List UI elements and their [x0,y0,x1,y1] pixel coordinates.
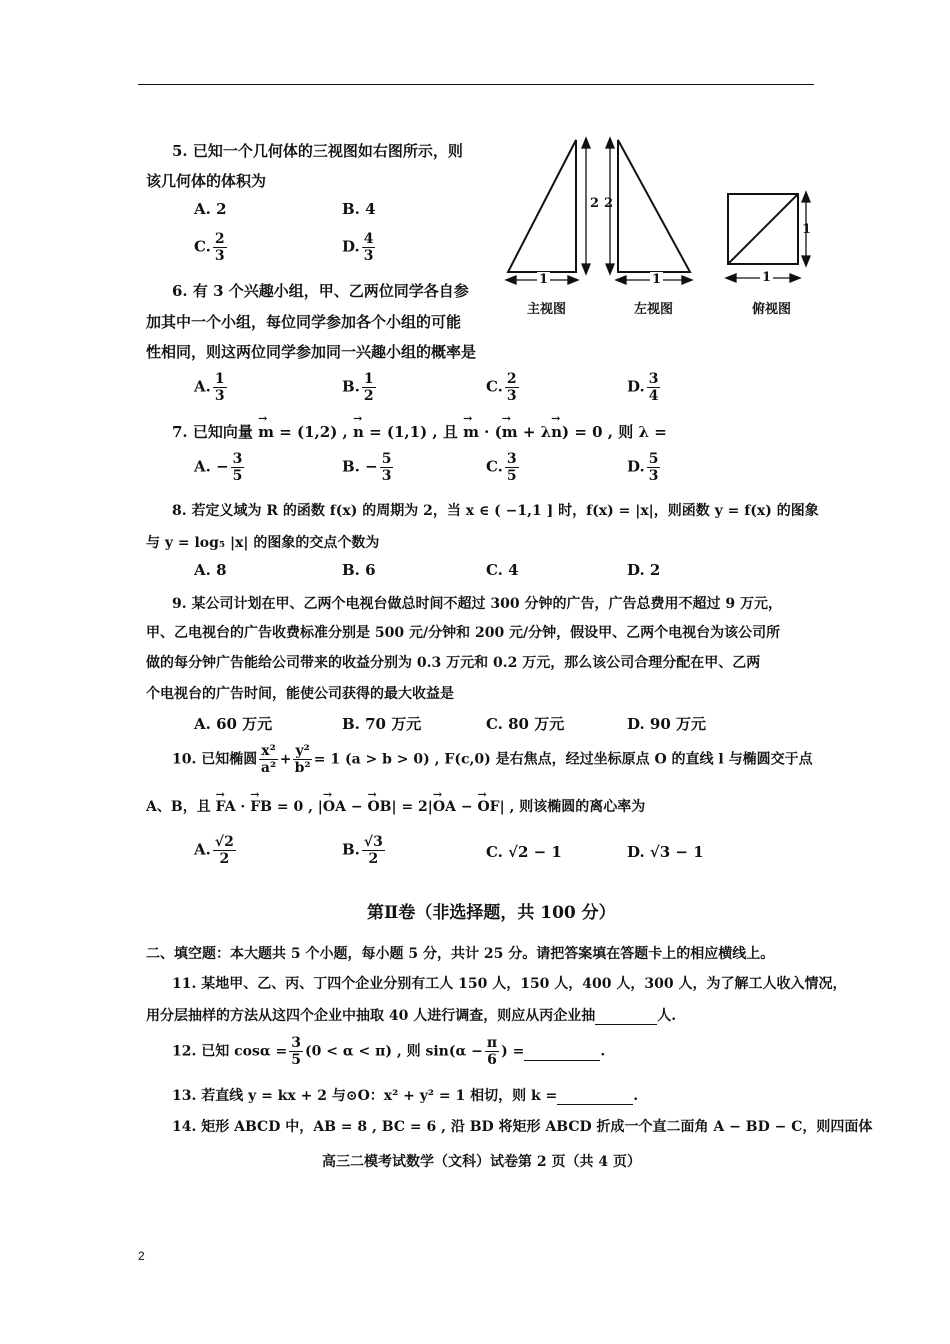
denominator: 3 [363,248,374,264]
q8-option-d: D. 2 [627,561,661,579]
q7-option-a [194,452,246,483]
denominator: 2 [368,851,379,867]
q9-line4: 个电视台的广告时间，能使公司获得的最大收益是 [146,686,454,702]
q9-option-c: C. 80 万元 [486,715,565,733]
q9-line3: 做的每分钟广告能给公司带来的收益分别为 0.3 万元和 0.2 万元，那么该公司合理分配在甲、乙两 [146,655,761,671]
arrow-right-icon [568,276,578,284]
q10-part: | = 2| [391,799,433,815]
answer-blank [557,1088,633,1105]
q6-option-d [627,372,662,403]
q10-line1 [172,744,813,775]
denominator: 3 [506,388,517,404]
q8-option-b: B. 6 [342,561,376,579]
denominator: 2 [363,388,374,404]
page-footer: 高三二模考试数学（文科）试卷第 2 页（共 4 页） [322,1154,641,1170]
numerator: √2 [214,834,234,850]
arrow-down-icon [606,264,614,274]
denominator: 2 [219,851,230,867]
q5-option-a: A. 2 [194,200,227,218]
q12-part: ) = [501,1043,525,1060]
q9-option-d: D. 90 万元 [627,715,707,733]
q8-option-a: A. 8 [194,561,227,579]
label-left-view: 左视图 [634,302,674,317]
numerator: 5 [648,451,659,467]
q8-line1: 8. 若定义域为 R 的函数 f(x) 的周期为 2，当 x ∈ ( −1,1 ] 时，f(x) = |x|，则函数 y = f(x) 的图象 [172,503,819,519]
q9-option-b: B. 70 万元 [342,715,422,733]
option-prefix: C. [194,237,211,256]
q14-text: 14. 矩形 ABCD 中，AB = 8 , BC = 6 , 沿 BD 将矩形 ABCD 折成一个直二面角 A − BD − C，则四面体 [172,1119,873,1135]
arrow-up-icon [802,192,810,202]
vector-fa: → FA [216,799,236,815]
fraction [505,452,519,483]
numerator: 3 [506,451,517,467]
denominator: 5 [291,1052,301,1068]
q12-part: (0 < α < π) , 则 sin(α − [304,1043,483,1060]
vector-ob: → OB [367,799,391,815]
q11-line1: 11. 某地甲、乙、丙、丁四个企业分别有工人 150 人，150 人，400 人，300 人，为了解工人收入情况， [172,976,847,992]
answer-blank [595,1008,657,1025]
q11-part: 用分层抽样的方法从这四个企业中抽取 40 人进行调查，则应从丙企业抽 [146,1008,596,1024]
q10-option-a [194,835,238,866]
dot-sign: · [235,799,251,815]
vector-m: → m [463,423,479,441]
dim-1-front: 1 [539,272,549,287]
denominator: 3 [214,248,225,264]
q10-part: | , 则该椭圆的离心率为 [499,799,646,815]
q7-part: + λ [517,423,552,441]
page-number: 2 [138,1249,145,1263]
header-rule [138,84,814,85]
q5-option-c [194,232,229,263]
option-prefix: A. [194,840,211,859]
arrow-right-icon [682,276,692,284]
arrow-right-icon [790,274,800,282]
numerator: 2 [506,371,517,387]
arrow-left-icon [616,276,626,284]
q7-part: 7. 已知向量 [172,423,259,441]
q10-part: 10. 已知椭圆 [172,751,258,768]
numerator: x² [261,743,276,759]
numerator: 2 [214,231,225,247]
fraction-y [293,744,311,775]
q10-option-c: C. √2 − 1 [486,843,562,861]
dim-1-left: 1 [652,272,662,287]
q10-part: = 0 , | [271,799,323,815]
minus-sign: − [345,799,368,815]
fraction-x [259,744,277,775]
q5-option-b: B. 4 [342,200,376,218]
denominator: 3 [381,468,392,484]
fraction [362,835,385,866]
label-top-view: 俯视图 [752,302,792,317]
three-view-figure [500,132,820,292]
fraction [213,232,227,263]
fraction [362,372,376,403]
dim-1-top: 1 [762,270,772,285]
fraction [485,1036,499,1067]
arrow-up-icon [582,138,590,148]
q10-part: A、B，且 [146,799,216,815]
q7-option-b [342,452,395,483]
q6-option-a [194,372,229,403]
vector-oa: → OA [323,799,346,815]
q6-option-b [342,372,378,403]
q6-line1: 6. 有 3 个兴趣小组，甲、乙两位同学各自参 [172,282,469,300]
option-prefix: C. [486,457,503,476]
denominator: b² [294,760,311,776]
option-prefix: B. − [342,457,378,476]
option-prefix: D. [342,237,360,256]
numerator: 3 [648,371,659,387]
option-prefix: C. [486,377,503,396]
q10-option-b [342,835,387,866]
q6-line3: 性相同，则这两位同学参加同一兴趣小组的概率是 [146,343,477,361]
numerator: 3 [232,451,243,467]
option-prefix: A. − [194,457,229,476]
numerator: √3 [363,834,383,850]
label-front-view: 主视图 [527,302,567,317]
numerator: 4 [363,231,374,247]
dim-2-right: 2 [604,196,614,211]
q7-option-c [486,452,521,483]
numerator: 3 [291,1035,301,1051]
vector-m: → m [258,423,274,441]
q6-line2: 加其中一个小组，每位同学参加各个小组的可能 [146,313,462,331]
fraction [213,372,227,403]
q7-text [172,421,667,442]
q7-option-d [627,452,662,483]
q12-part: . [600,1043,606,1060]
dim-2-left: 2 [590,196,600,211]
q13-part: 13. 若直线 y = kx + 2 与⊙O：x² + y² = 1 相切，则 k = [172,1088,558,1104]
q13-part: . [633,1088,639,1104]
arrow-down-icon [802,256,810,266]
denominator: 5 [232,468,243,484]
q7-part: · ( [478,423,502,441]
left-view-triangle [618,140,690,272]
q10-part: = 1 (a > b > 0) , F(c,0) 是右焦点，经过坐标原点 O 的直线 l 与椭圆交于点 [313,751,813,768]
denominator: 3 [214,388,225,404]
q7-part: = (1,2) , [273,423,353,441]
q12-part: 12. 已知 cosα = [172,1043,288,1060]
q10-line2 [146,796,645,816]
q9-line1: 9. 某公司计划在甲、乙两个电视台做总时间不超过 300 分钟的广告，广告总费用不超过 9 万元， [172,596,782,612]
numerator: 5 [381,451,392,467]
fraction [647,372,661,403]
q5-line1: 5. 已知一个几何体的三视图如右图所示，则 [172,142,463,160]
fraction [380,452,394,483]
numerator: y² [295,743,310,759]
q11-line2 [146,1005,676,1025]
numerator: 1 [214,371,225,387]
option-prefix: D. [627,377,645,396]
top-view-diagonal [728,194,798,264]
vector-n: → n [353,423,364,441]
vector-n: → n [551,423,562,441]
arrow-left-icon [506,276,516,284]
option-prefix: A. [194,377,211,396]
fraction [505,372,519,403]
option-prefix: D. [627,457,645,476]
denominator: 3 [648,468,659,484]
fraction [362,232,376,263]
fraction [213,835,236,866]
q5-line2: 该几何体的体积为 [146,172,267,190]
q8-line2: 与 y = log₅ |x| 的图象的交点个数为 [146,535,380,551]
denominator: 6 [487,1052,497,1068]
q7-part: = (1,1) , 且 [363,423,464,441]
arrow-up-icon [606,138,614,148]
plus-sign: + [279,751,292,768]
fraction [647,452,661,483]
q12-text [172,1036,605,1067]
q5-option-d [342,232,377,263]
fraction [231,452,245,483]
option-prefix: B. [342,377,360,396]
q8-option-c: C. 4 [486,561,519,579]
vector-fb: → FB [250,799,272,815]
arrow-left-icon [726,274,736,282]
denominator: a² [260,760,277,776]
vector-oa: → OA [433,799,456,815]
numerator: π [486,1035,498,1051]
numerator: 1 [363,371,374,387]
dim-1-side: 1 [802,222,812,237]
q13-text [172,1085,638,1105]
q6-option-c [486,372,521,403]
vector-of: → OF [477,799,499,815]
denominator: 4 [648,388,659,404]
minus-sign: − [455,799,478,815]
q10-option-d: D. √3 − 1 [627,843,704,861]
fraction [289,1036,303,1067]
denominator: 5 [506,468,517,484]
vector-m: → m [502,423,518,441]
q11-part: 人. [657,1008,677,1024]
option-prefix: B. [342,840,360,859]
q7-part: ) = 0 , 则 λ = [562,423,667,441]
answer-blank [524,1044,600,1061]
front-view-triangle [508,140,576,272]
section-2-instructions: 二、填空题：本大题共 5 个小题，每小题 5 分，共计 25 分。请把答案填在答题卡上的相应横线上。 [146,946,775,962]
q9-option-a: A. 60 万元 [194,715,273,733]
q9-line2: 甲、乙电视台的广告收费标准分别是 500 元/分钟和 200 元/分钟，假设甲、乙两个电视台为该公司所 [146,625,781,641]
arrow-down-icon [582,264,590,274]
section-2-title: 第Ⅱ卷（非选择题，共 100 分） [367,903,616,923]
